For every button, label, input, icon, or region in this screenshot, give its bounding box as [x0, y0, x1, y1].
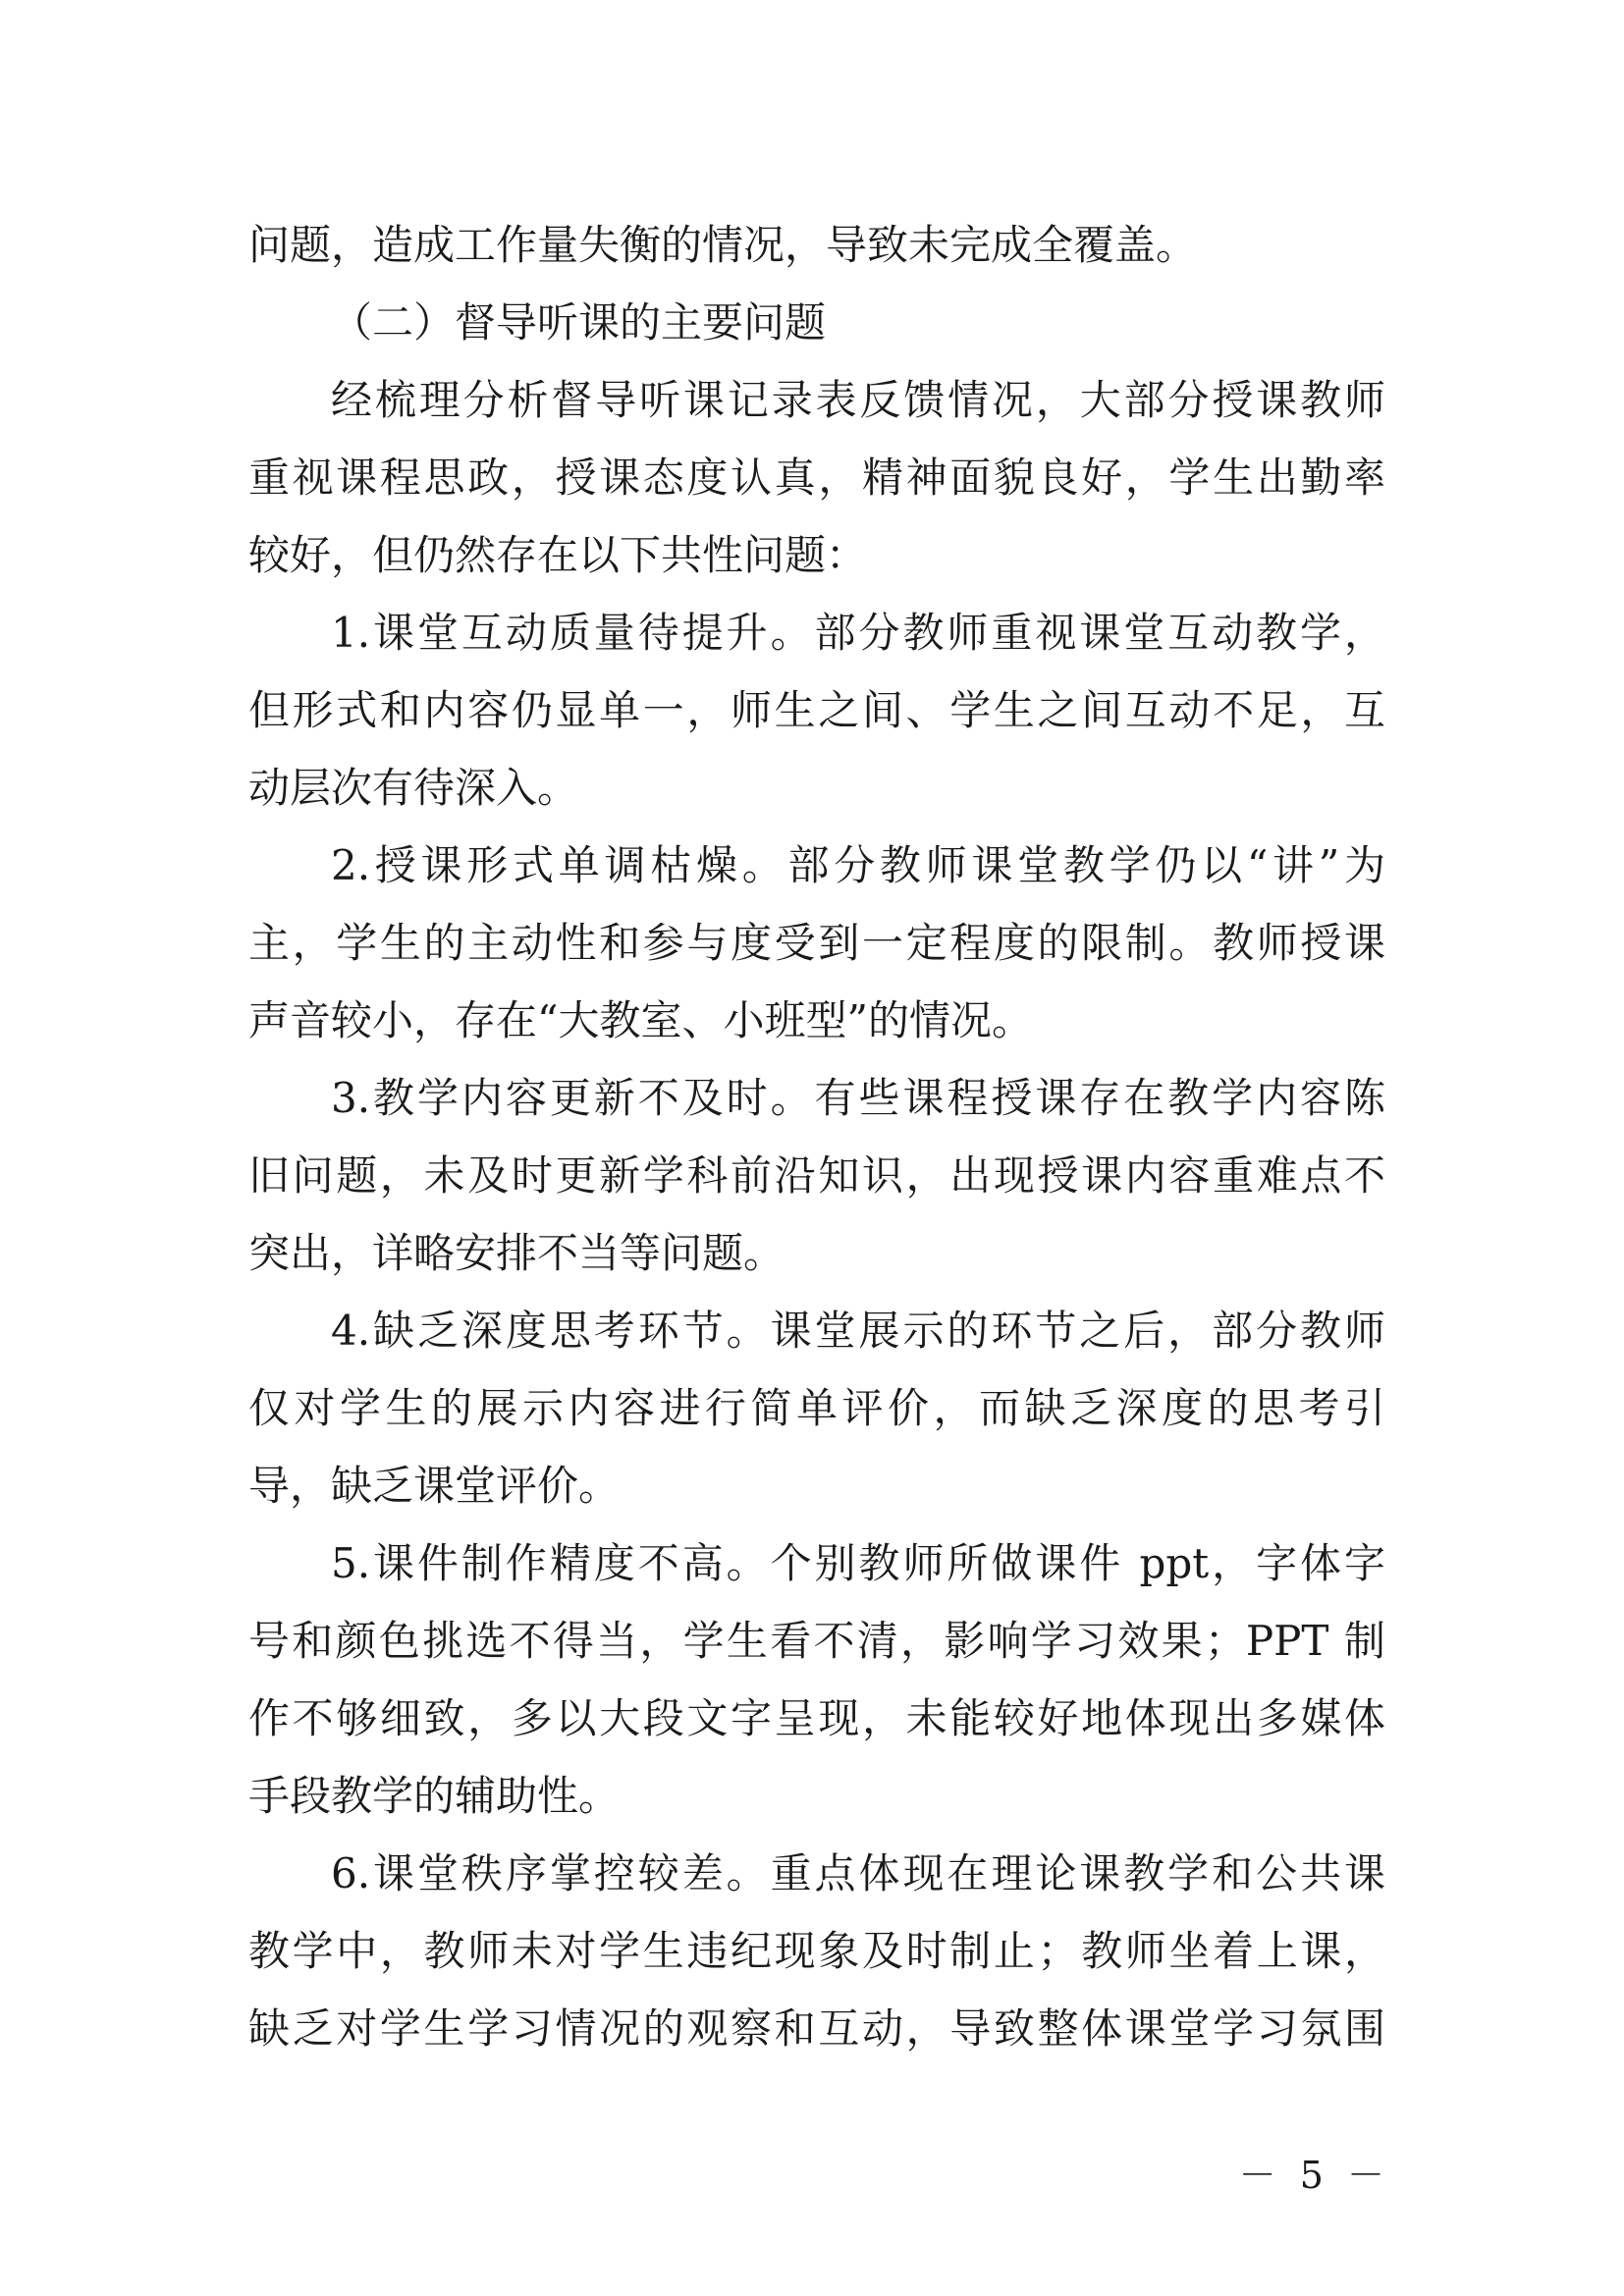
document-body: [248, 206, 1385, 2067]
list-item-6: 6.课堂秩序掌控较差。重点体现在理论课教学和公共课: [331, 1849, 1385, 1897]
text-line: 重视课程思政，授课态度认真，精神面貌良好，学生出勤率: [248, 454, 1385, 502]
text-line: 教学中，教师未对学生违纪现象及时制止；教师坐着上课，: [248, 1927, 1385, 1975]
list-item-3: 3.教学内容更新不及时。有些课程授课存在教学内容陈: [331, 1074, 1385, 1122]
text-line: 但形式和内容仍显单一，师生之间、学生之间互动不足，互: [248, 686, 1385, 734]
list-item-2: 2.授课形式单调枯燥。部分教师课堂教学仍以“讲”为: [331, 841, 1385, 889]
text-line: 问题，造成工作量失衡的情况，导致未完成全覆盖。: [248, 221, 1198, 269]
text-line: 突出，详略安排不当等问题。: [248, 1229, 785, 1277]
text-line: 导，缺乏课堂评价。: [248, 1462, 621, 1510]
text-line: 仅对学生的展示内容进行简单评价，而缺乏深度的思考引: [248, 1384, 1385, 1432]
text-line: 手段教学的辅助性。: [248, 1772, 621, 1820]
text-line: 经梳理分析督导听课记录表反馈情况，大部分授课教师: [331, 376, 1385, 424]
list-item-4: 4.缺乏深度思考环节。课堂展示的环节之后，部分教师: [331, 1307, 1385, 1355]
section-heading: （二）督导听课的主要问题: [331, 298, 827, 347]
page-number: － 5 －: [1238, 2154, 1390, 2197]
text-line: 旧问题，未及时更新学科前沿知识，出现授课内容重难点不: [248, 1151, 1385, 1200]
text-line: 动层次有待深入。: [248, 764, 579, 812]
list-item-5: 5.课件制作精度不高。个别教师所做课件 ppt，字体字: [331, 1539, 1385, 1587]
text-line: 声音较小，存在“大教室、小班型”的情况。: [248, 996, 1033, 1044]
text-line: 主，学生的主动性和参与度受到一定程度的限制。教师授课: [248, 919, 1385, 967]
list-item-1: 1.课堂互动质量待提升。部分教师重视课堂互动教学，: [331, 609, 1385, 657]
text-line: 较好，但仍然存在以下共性问题：: [248, 531, 868, 579]
text-line: 号和颜色挑选不得当，学生看不清，影响学习效果；PPT 制: [248, 1617, 1385, 1665]
text-line: 缺乏对学生学习情况的观察和互动，导致整体课堂学习氛围: [248, 2004, 1385, 2053]
text-line: 作不够细致，多以大段文字呈现，未能较好地体现出多媒体: [248, 1694, 1385, 1742]
